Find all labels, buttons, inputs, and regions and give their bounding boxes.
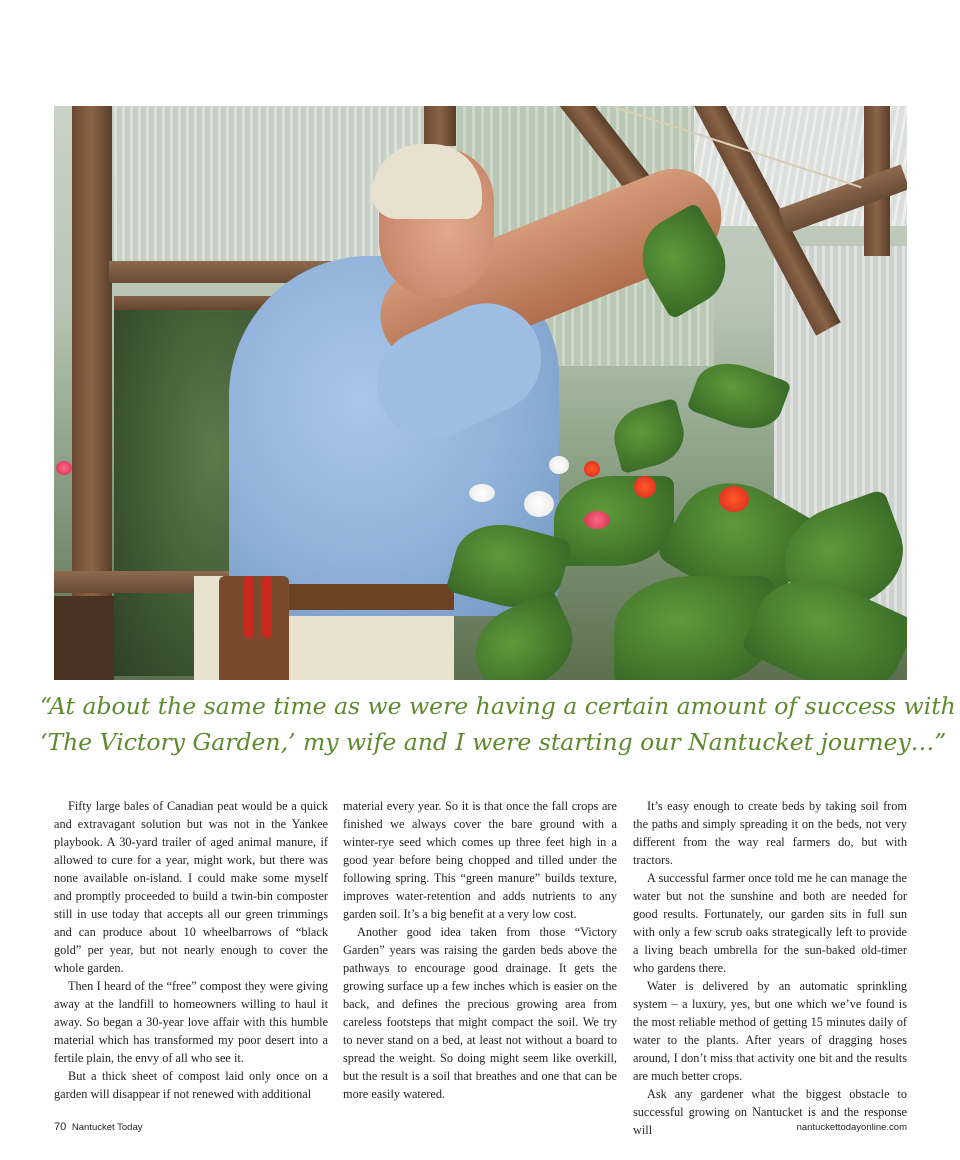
- white-flower: [469, 484, 495, 502]
- red-flower: [584, 461, 600, 477]
- page-number: 70: [54, 1121, 67, 1133]
- paragraph: Water is delivered by an automatic sprinkling system – a luxury, yes, but one which we’ve found is the most reliable method of getting 15 minutes daily of water to the plants. After years of dragging hoses around, I don’t miss that activity one bit and the results are much better crops.: [633, 979, 907, 1083]
- feature-photo: [54, 106, 907, 680]
- plant-leaf: [607, 398, 690, 474]
- wooden-beam: [424, 106, 456, 146]
- paragraph: It’s easy enough to create beds by taking soil from the paths and simply spreading it on the beds, not very different from the way real farmers do, but with tractors.: [633, 799, 907, 867]
- paragraph: Fifty large bales of Canadian peat would be a quick and extravagant solution but was not in the Yankee playbook. A 30-yard trailer of aged animal manure, if allowed to cure for a year, might work, but there was none available on-island. I could make some myself and promptly proceeded to build a twin-bin composter still in use today that accepts all our green trimmings and can produce about 10 wheelbarrows of “black gold” per year, but not nearly enough to cover the whole garden.: [54, 799, 328, 975]
- plant-leaf: [554, 476, 674, 566]
- paragraph: A successful farmer once told me he can manage the water but not the sunshine and both are needed for good results. Fortunately, our garden sits in full sun with only a few scrub oaks strategically left to provide a living beach umbrella for the sun-baked old-timer who gardens there.: [633, 871, 907, 975]
- red-flower: [719, 486, 749, 512]
- tool-holster: [219, 576, 289, 680]
- paragraph: material every year. So it is that once the fall crops are finished we always cover the bare ground with a winter-rye seed which comes up three feet high in a good year before being chopped and tilled under the following spring. This “green manure” builds texture, improves water-retention and adds nutrients to any garden soil. It’s a big benefit at a very low cost.: [343, 799, 617, 921]
- website-url: nantuckettodayonline.com: [796, 1122, 907, 1133]
- pruner-handle: [262, 576, 272, 638]
- pink-flower: [584, 511, 610, 529]
- wooden-beam: [72, 106, 112, 680]
- text-column-1: [54, 797, 328, 1103]
- paragraph: Ask any gardener what the biggest obstacle to successful growing on Nantucket is and the response will: [633, 1087, 907, 1137]
- white-flower: [549, 456, 569, 474]
- pruner-handle: [244, 576, 254, 638]
- pull-quote-line: “At about the same time as we were having a certain amount of success with: [40, 692, 956, 720]
- text-column-2: [343, 797, 617, 1103]
- pull-quote: [40, 688, 956, 760]
- publication-name: Nantucket Today: [71, 1122, 143, 1133]
- paragraph: Another good idea taken from those “Victory Garden” years was raising the garden beds above the pathways to encourage good drainage. It gets the growing surface up a few inches which is easier on the back, and defines the precious growing area from careless footsteps that might compact the soil. We try to never stand on a bed, at least not without a board to spread the weight. So doing might seem like overkill, but the result is a soil that breathes and one that can be more easily watered.: [343, 925, 617, 1101]
- wooden-post: [54, 596, 114, 680]
- red-flower: [634, 476, 656, 498]
- paragraph: Then I heard of the “free” compost they were giving away at the landfill to homeowners willing to haul it away. So began a 30-year love affair with this humble material which has transformed my poor desert into a fertile plain, the envy of all who see it.: [54, 979, 328, 1065]
- page-folio: [54, 1121, 142, 1133]
- pull-quote-line: ‘The Victory Garden,’ my wife and I were starting our Nantucket journey…”: [40, 728, 947, 756]
- text-column-3: [633, 797, 907, 1139]
- pink-flower: [56, 461, 72, 475]
- paragraph: But a thick sheet of compost laid only once on a garden will disappear if not renewed with additional: [54, 1069, 328, 1101]
- white-flower: [524, 491, 554, 517]
